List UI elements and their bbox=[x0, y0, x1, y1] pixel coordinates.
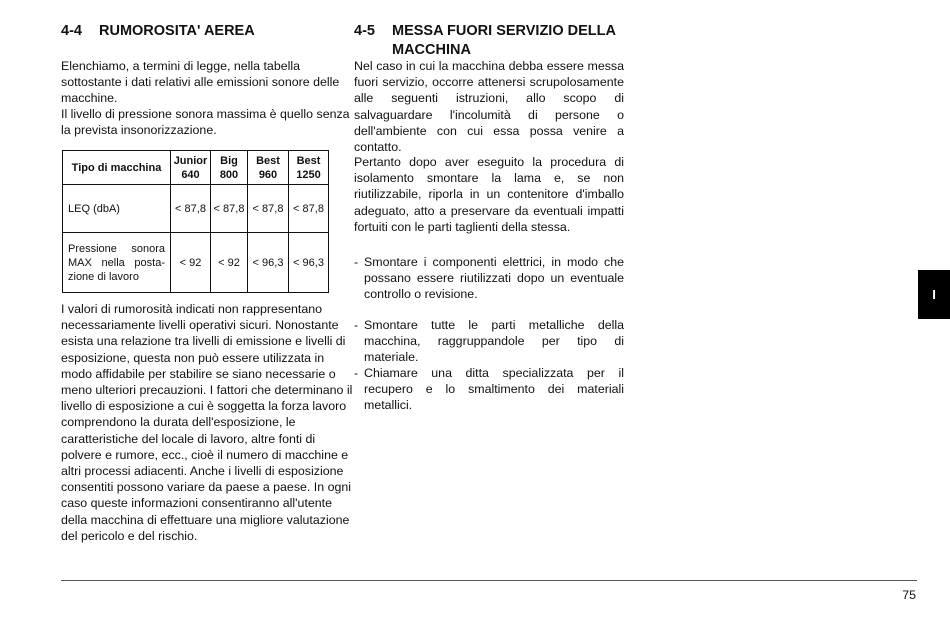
page-number: 75 bbox=[902, 588, 916, 602]
table-cell: < 92 bbox=[211, 233, 248, 293]
intro-paragraph-2: Il livello di pressione sonora massima è quello senza la prevista insonorizzazione. bbox=[61, 107, 350, 138]
table-cell: < 87,8 bbox=[211, 185, 248, 233]
table-cell: < 87,8 bbox=[171, 185, 211, 233]
language-tab: I bbox=[918, 270, 950, 319]
list-item bbox=[354, 365, 624, 414]
intro-paragraph-1: Elenchiamo, a termini di legge, nella tabella sottostante i dati relativi alle emissioni sonore delle macchine. bbox=[61, 59, 340, 106]
decommission-paragraph-1: Nel caso in cui la macchina debba essere messa fuori servizio, occorre attenersi scrupolosamente alle seguenti istruzioni, allo scopo di salvaguardare l'incolumità di persone o dell'ambiente con cui essa possa venire a contatto. bbox=[354, 59, 624, 155]
bullet-marker: - bbox=[354, 366, 359, 380]
table-cell: < 87,8 bbox=[248, 185, 289, 233]
table-row bbox=[63, 185, 329, 233]
section-heading-4-5 bbox=[354, 22, 624, 60]
section-title: RUMOROSITA' AEREA bbox=[99, 23, 255, 39]
table-header-row bbox=[63, 151, 329, 185]
decommission-paragraph-2: Pertanto dopo aver eseguito la procedura di isolamento smontare la lama e, se non riutilizzabile, riporla in un contenitore d'imballo adeguato, atto a preservare da eventuali impatti fortuiti con le parti taglienti della stessa. bbox=[354, 155, 624, 234]
list-item-text: Chiamare una ditta specializzata per il recupero e lo smaltimento dei materiali metallici. bbox=[364, 366, 624, 413]
table-header-cell: Tipo di macchina bbox=[63, 151, 171, 185]
noise-emission-table bbox=[62, 150, 329, 293]
table-header-cell: Junior 640 bbox=[171, 151, 211, 185]
table-header-cell: Best 960 bbox=[248, 151, 289, 185]
bullet-marker: - bbox=[354, 318, 359, 332]
list-item bbox=[354, 317, 624, 366]
footer-divider bbox=[61, 580, 917, 581]
table-cell: < 96,3 bbox=[289, 233, 329, 293]
section-number: 4-4 bbox=[61, 23, 82, 39]
table-cell: LEQ (dbA) bbox=[63, 185, 171, 233]
table-cell: Pressione sonora MAX nella posta-zione di lavoro bbox=[63, 233, 171, 293]
table-header-cell: Big 800 bbox=[211, 151, 248, 185]
noise-explanation-paragraph: I valori di rumorosità indicati non rappresentano necessariamente livelli operativi sicuri. Nonostante esista una relazione tra livelli di emissione e livelli di esposizione, questa non può essere utilizzata in modo affidabile per stabilire se siano necessarie o meno ulteriori precauzioni. I fattori che determinano il livello di esposizione a cui è soggetta la forza lavoro comprendono la durata dell'esposizione, le caratteristiche del locale di lavoro, altre fonti di polvere e rumore, ecc., cioè il numero di macchine e altri processi adiacenti. Anche i livelli di esposizione consentiti possono variare da paese a paese. In ogni caso queste informazioni consentiranno all'utente della macchina di effettuare una migliore valutazione del pericolo e del rischio. bbox=[61, 302, 353, 543]
table-header-cell: Best 1250 bbox=[289, 151, 329, 185]
section-number: 4-5 bbox=[354, 23, 375, 39]
table-cell: < 92 bbox=[171, 233, 211, 293]
list-item bbox=[354, 254, 624, 303]
list-item-text: Smontare tutte le parti metalliche della macchina, raggruppandole per tipo di materiale. bbox=[364, 318, 624, 365]
section-title: MESSA FUORI SERVIZIO DELLA MACCHINA bbox=[392, 23, 616, 58]
table-cell: < 87,8 bbox=[289, 185, 329, 233]
list-item-text: Smontare i componenti elettrici, in modo che possano essere riutilizzati dopo un eventuale controllo o revisione. bbox=[364, 255, 624, 302]
table-cell: < 96,3 bbox=[248, 233, 289, 293]
bullet-marker: - bbox=[354, 255, 359, 269]
table-row bbox=[63, 233, 329, 293]
